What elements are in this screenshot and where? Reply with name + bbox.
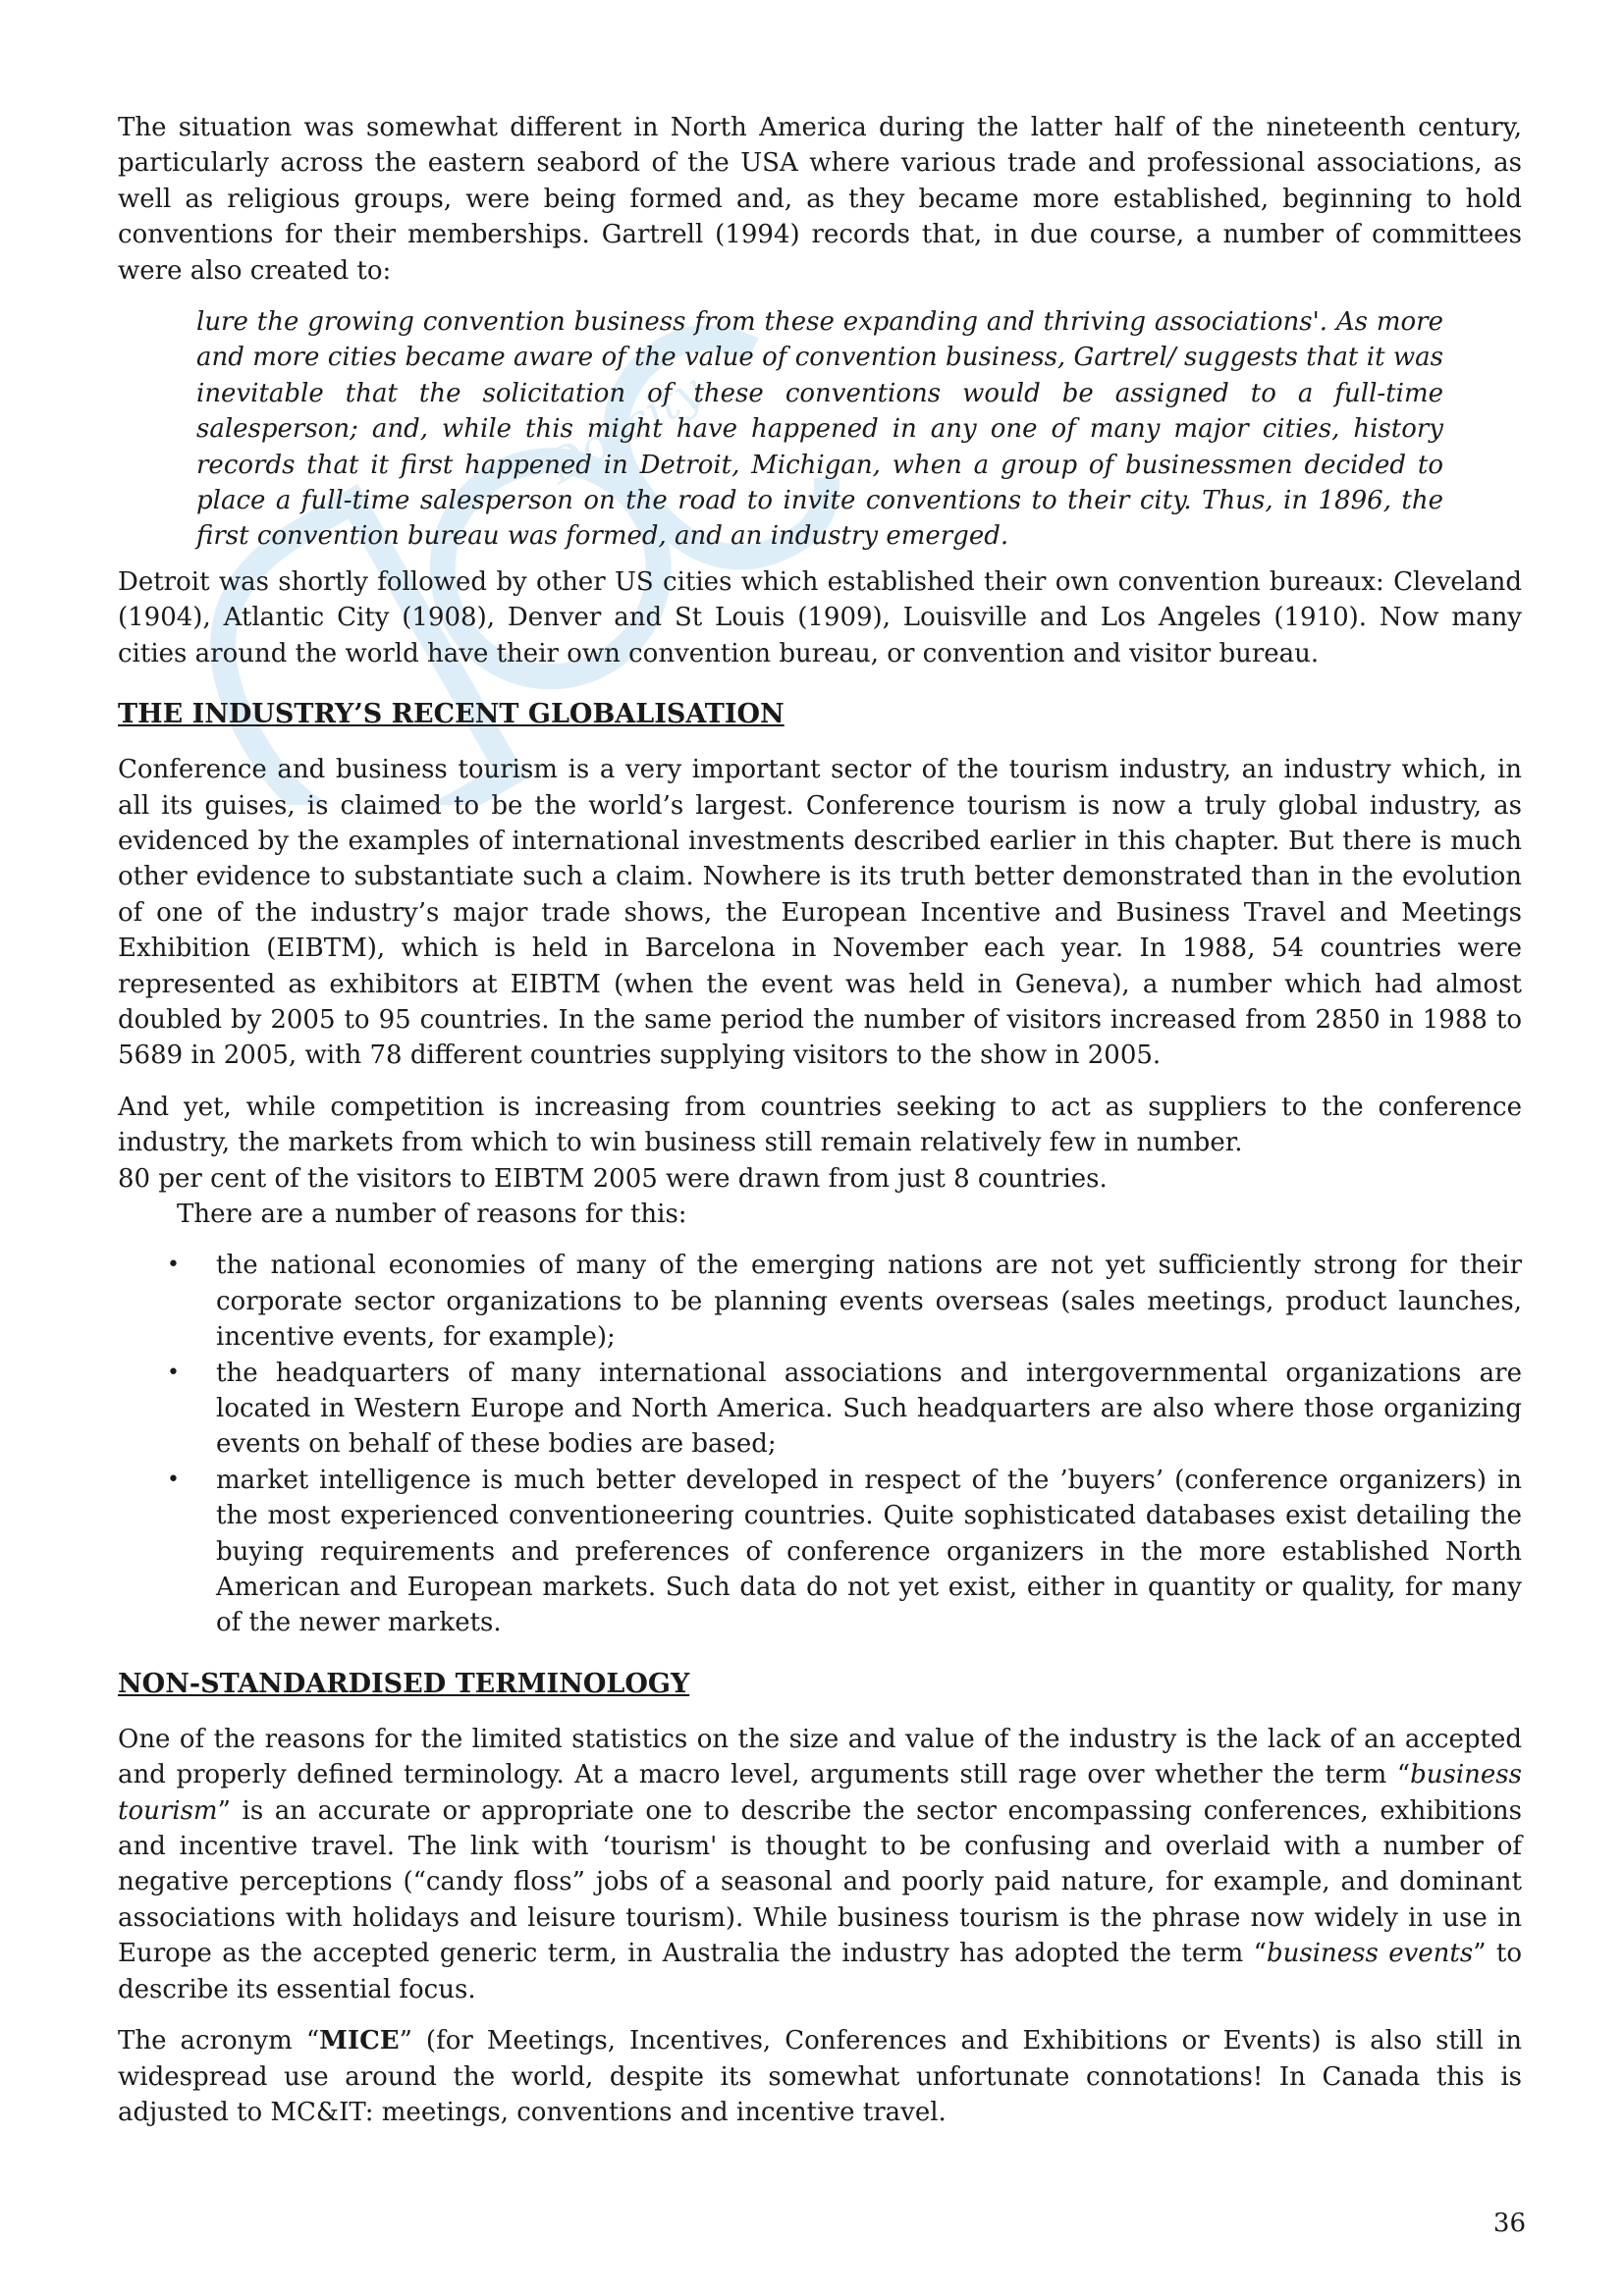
emphasis-business-events: business events <box>1266 1939 1474 1969</box>
heading-globalisation: THE INDUSTRY’S RECENT GLOBALISATION <box>118 699 785 730</box>
list-item <box>118 1248 1522 1355</box>
text-run: ” is an accurate or appropriate one to describe the sector encompassing conferences, exhibitions and incentive travel. The link with ‘tourism' is thought to be confusing and overlaid with a number of negative perceptions (“candy floss” jobs of a seasonal and poorly paid nature, for example, and dominant associations with holidays and leisure tourism). While business tourism is the phrase now widely in use in Europe as the accepted generic term, in Australia the industry has adopted the term “ <box>118 1795 1522 1969</box>
list-item <box>118 1463 1522 1641</box>
bullet-icon: • <box>167 1253 180 1278</box>
strong-mice: MICE <box>319 2026 400 2056</box>
emphasis-business-tourism: business tourism <box>118 1760 1522 1826</box>
text-run: One of the reasons for the limited statistics on the size and value of the industry is the lack of an accepted and properly defined terminology. At a macro level, arguments still rage over whether the term “ <box>118 1724 1522 1790</box>
main-content <box>118 110 1522 2146</box>
list-item-text: the headquarters of many international associations and intergovernmental organizations are located in Western Europe and North America. Such headquarters are also where those organizing events on behalf of these bodies are based; <box>216 1358 1522 1460</box>
bullet-icon: • <box>167 1467 180 1492</box>
intro-paragraph-1: The situation was somewhat different in North America during the latter half of the nineteenth century, particularly across the eastern seabord of the USA where various trade and professional associations, as well as religious groups, were being formed and, as they became more established, beginning to hold conventions for their memberships. Gartrell (1994) records that, in due course, a number of committees were also created to: <box>118 113 1522 286</box>
bullet-icon: • <box>167 1360 180 1385</box>
watermark-brand-text: Docsity <box>537 362 712 495</box>
page-number: 36 <box>1492 2209 1526 2238</box>
globalisation-paragraph-3: 80 per cent of the visitors to EIBTM 2005 were drawn from just 8 countries. <box>118 1163 1108 1194</box>
text-run: ” to describe its essential focus. <box>118 1939 1522 2004</box>
terminology-paragraph-1 <box>118 1722 1522 2007</box>
terminology-paragraph-2 <box>118 2023 1522 2130</box>
text-run: ” (for Meetings, Incentives, Conferences and Exhibitions or Events) is also still in widespread use around the world, despite its somewhat unfortunate connotations! In Canada this is adjusted to MC&IT: meetings, conventions and incentive travel. <box>118 2026 1523 2127</box>
reasons-list <box>118 1248 1522 1640</box>
list-item-text: market intelligence is much better developed in respect of the ’buyers’ (conference organizers) in the most experienced conventioneering countries. Quite sophisticated databases exist detailing the buying requirements and preferences of conference organizers in the more established North American and European markets. Such data do not yet exist, either in quantity or quality, for many of the newer markets. <box>216 1465 1522 1638</box>
globalisation-paragraph-1: Conference and business tourism is a very important sector of the tourism industry, an industry which, in all its guises, is claimed to be the world’s largest. Conference tourism is now a truly global industry, as evidenced by the examples of international investments described earlier in this chapter. But there is much other evidence to substantiate such a claim. Nowhere is its truth better demonstrated than in the evolution of one of the industry’s major trade shows, the European Incentive and Business Travel and Meetings Exhibition (EIBTM), which is held in Barcelona in November each year. In 1988, 54 countries were represented as exhibitors at EIBTM (when the event was held in Geneva), a number which had almost doubled by 2005 to 95 countries. In the same period the number of visitors increased from 2850 in 1988 to 5689 in 2005, with 78 different countries supplying visitors to the show in 2005. <box>118 755 1522 1071</box>
text-run: The acronym “ <box>118 2026 320 2056</box>
globalisation-paragraph-4: There are a number of reasons for this: <box>177 1199 687 1229</box>
list-item-text: the national economies of many of the emerging nations are not yet sufficiently strong for their corporate sector organizations to be planning events overseas (sales meetings, product launches, incentive events, for example); <box>216 1251 1522 1353</box>
intro-paragraph-2: Detroit was shortly followed by other US cities which established their own convention bureaux: Cleveland (1904), Atlantic City (1908), Denver and St Louis (1909), Louisville and Los Angeles (1910). Now many cities around the world have their own convention bureau, or convention and visitor bureau. <box>118 566 1522 668</box>
heading-terminology: NON-STANDARDISED TERMINOLOGY <box>118 1668 690 1699</box>
list-item <box>118 1356 1522 1463</box>
gartrell-quote: lure the growing convention business from these expanding and thriving associations'. As more and more cities became aware of the value of convention business, Gartrel/ suggests that it was inevitable that the solicitation of these conventions would be assigned to a full-time salesperson; and, while this might have happened in any one of many major cities, history records that it first happened in Detroit, Michigan, when a group of businessmen decided to place a full-time salesperson on the road to invite conventions to their city. Thus, in 1896, the first convention bureau was formed, and an industry emerged. <box>196 307 1443 552</box>
globalisation-paragraph-2: And yet, while competition is increasing from countries seeking to act as suppliers to the conference industry, the markets from which to win business still remain relatively few in number. <box>118 1092 1522 1158</box>
